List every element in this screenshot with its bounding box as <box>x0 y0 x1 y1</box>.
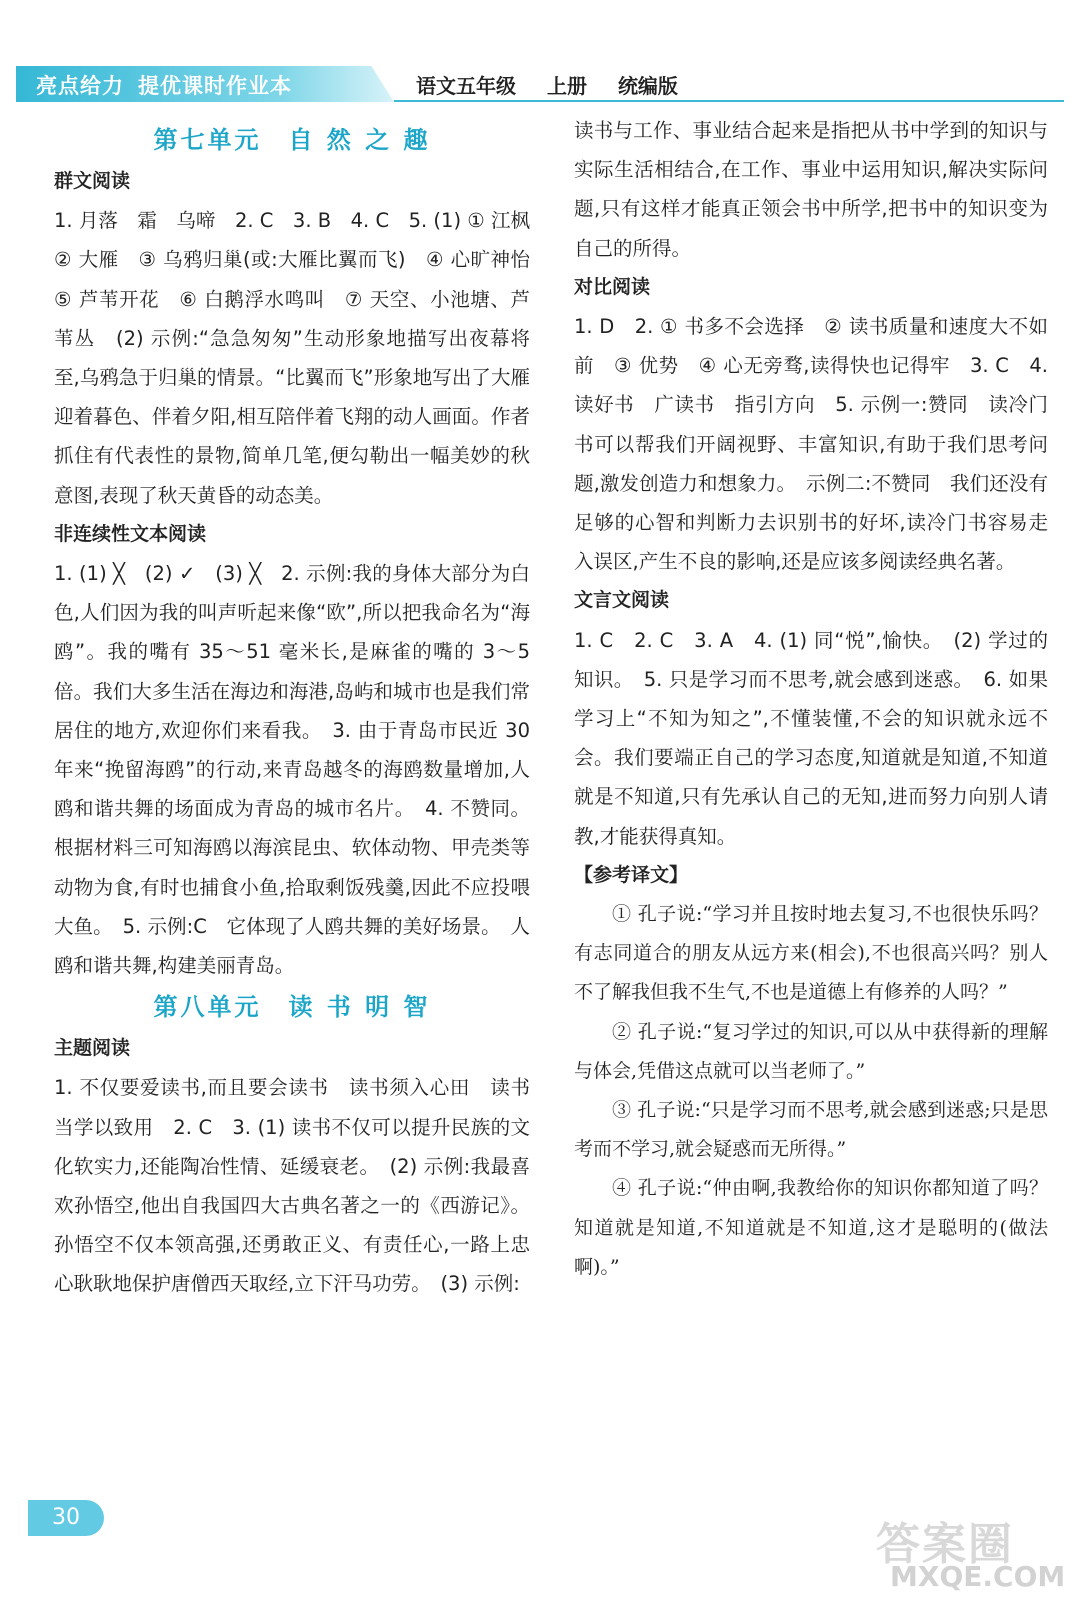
watermark-url: MXQE.COM <box>890 1560 1066 1593</box>
answer-zhuti-continued: 读书与工作、事业结合起来是指把从书中学到的知识与实际生活相结合,在工作、事业中运用知识,解决实际问题,只有这样才能真正领会书中所学,把书中的知识变为自己的所得。 <box>574 119 1048 260</box>
right-column <box>574 111 1048 1287</box>
section-title-qunwen: 群文阅读 <box>54 170 131 192</box>
section-title-zhuti: 主题阅读 <box>54 1037 131 1060</box>
translation-2: ② 孔子说:“复习学过的知识,可以从中获得新的理解与体会,凭借这点就可以当老师了。” <box>574 1020 1048 1082</box>
unit8-title: 第八单元 读 书 明 智 <box>153 993 431 1022</box>
page-number: 30 <box>28 1500 104 1536</box>
left-column <box>54 118 550 1304</box>
watermark-main: 答案圈 <box>876 1519 1014 1570</box>
translation-3: ③ 孔子说:“只是学习而不思考,就会感到迷惑;只是思考而不学习,就会疑惑而无所得。” <box>574 1099 1048 1161</box>
edition-label: 统编版 <box>617 74 678 98</box>
answer-feilianxu: 1. (1) ╳ (2) ✓ (3) ╳ 2. 示例:我的身体大部分为白色,人们因为我的叫声听起来像“欧”,所以把我命名为“海鸥”。我的嘴有 35～51 毫米长,是麻雀的嘴的 3～5 倍。我们大多生活在海边和海港,岛屿和城市也是我们常居住的地方,欢迎你们来看我。 3. 由于青岛市民近 30 年来“挽留海鸥”的行动,来青岛越冬的海鸥数量增加,人鸥和谐共舞的场面成为青岛的城市名片。 4. 不赞同。根据材料三可知海鸥以海滨昆虫、软体动物、甲壳类等动物为食,有时也捕食小鱼,拾取剩饭残羹,因此不应投喂大鱼。 5. 示例:C 它体现了人鸥共舞的美好场景。 人鸥和谐共舞,构建美丽青岛。 <box>54 562 530 978</box>
brand-name: 亮点给力 <box>36 74 124 98</box>
section-title-feilianxu: 非连续性文本阅读 <box>54 522 207 545</box>
answer-duibi: 1. D 2. ① 书多不会选择 ② 读书质量和速度大不如前 ③ 优势 ④ 心无旁骛,读得快也记得牢 3. C 4. 读好书 广读书 指引方向 5. 示例一:赞同 读冷门书可以帮我们开阔视野、丰富知识,有助于我们思考问题,激发创造力和想象力。 示例二:不赞同 我们还没有足够的心智和判断力去识别书的好坏,读冷门书容易走入误区,产生不良的影响,还是应该多阅读经典名著。 <box>574 315 1048 574</box>
translation-4: ④ 孔子说:“仲由啊,我教给你的知识你都知道了吗？知道就是知道,不知道就是不知道,这才是聪明的(做法啊)。” <box>574 1177 1048 1278</box>
subject-label: 语文五年级 <box>416 74 516 98</box>
volume-label: 上册 <box>546 74 587 98</box>
header-rule <box>394 100 1064 102</box>
brand-title <box>36 70 292 100</box>
series-name: 提优课时作业本 <box>138 74 292 98</box>
answer-wenyan: 1. C 2. C 3. A 4. (1) 同“悦”,愉快。 (2) 学过的知识。 5. 只是学习而不思考,就会感到迷惑。 6. 如果学习上“不知为知之”,不懂装懂,不会的知识就永远不会。我们要端正自己的学习态度,知道就是知道,不知道就是不知道,只有先承认自己的无知,进而努力向别人请教,才能获得真知。 <box>574 628 1048 848</box>
answer-qunwen: 1. 月落 霜 乌啼 2. C 3. B 4. C 5. (1) ① 江枫 ② 大雁 ③ 乌鸦归巢(或:大雁比翼而飞) ④ 心旷神怡 ⑤ 芦苇开花 ⑥ 白鹅浮水鸣叫 ⑦ 天空、小池塘、芦苇丛 (2) 示例:“急急匆匆”生动形象地描写出夜幕将至,乌鸦急于归巢的情景。“比翼而飞”形象地写出了大雁迎着暮色、伴着夕阳,相互陪伴着飞翔的动人画面。作者抓住有代表性的景物,简单几笔,便勾勒出一幅美妙的秋意图,表现了秋天黄昏的动态美。 <box>54 209 550 507</box>
unit7-title: 第七单元 自 然 之 趣 <box>153 126 431 154</box>
answer-zhuti: 1. 不仅要爱读书,而且要会读书 读书须入心田 读书当学以致用 2. C 3. (1) 读书不仅可以提升民族的文化软实力,还能陶冶性情、延缓衰老。 (2) 示例:我最喜欢孙悟空,他出自我国四大古典名著之一的《西游记》。孙悟空不仅本领高强,还勇敢正义、有责任心,一路上忠心耿耿地保护唐僧西天取经,立下汗马功劳。 (3) 示例: <box>54 1076 530 1296</box>
page-header <box>16 66 1064 102</box>
section-title-cankao: 【参考译文】 <box>574 863 689 886</box>
section-title-wenyan: 文言文阅读 <box>574 589 670 612</box>
translation-1: ① 孔子说:“学习并且按时地去复习,不也很快乐吗？有志同道合的朋友从远方来(相会),不也很高兴吗？别人不了解我但我不生气,不也是道德上有修养的人吗？” <box>574 903 1048 1004</box>
book-info <box>416 70 702 99</box>
watermark-logo <box>876 1508 1066 1594</box>
section-title-duibi: 对比阅读 <box>574 275 651 298</box>
